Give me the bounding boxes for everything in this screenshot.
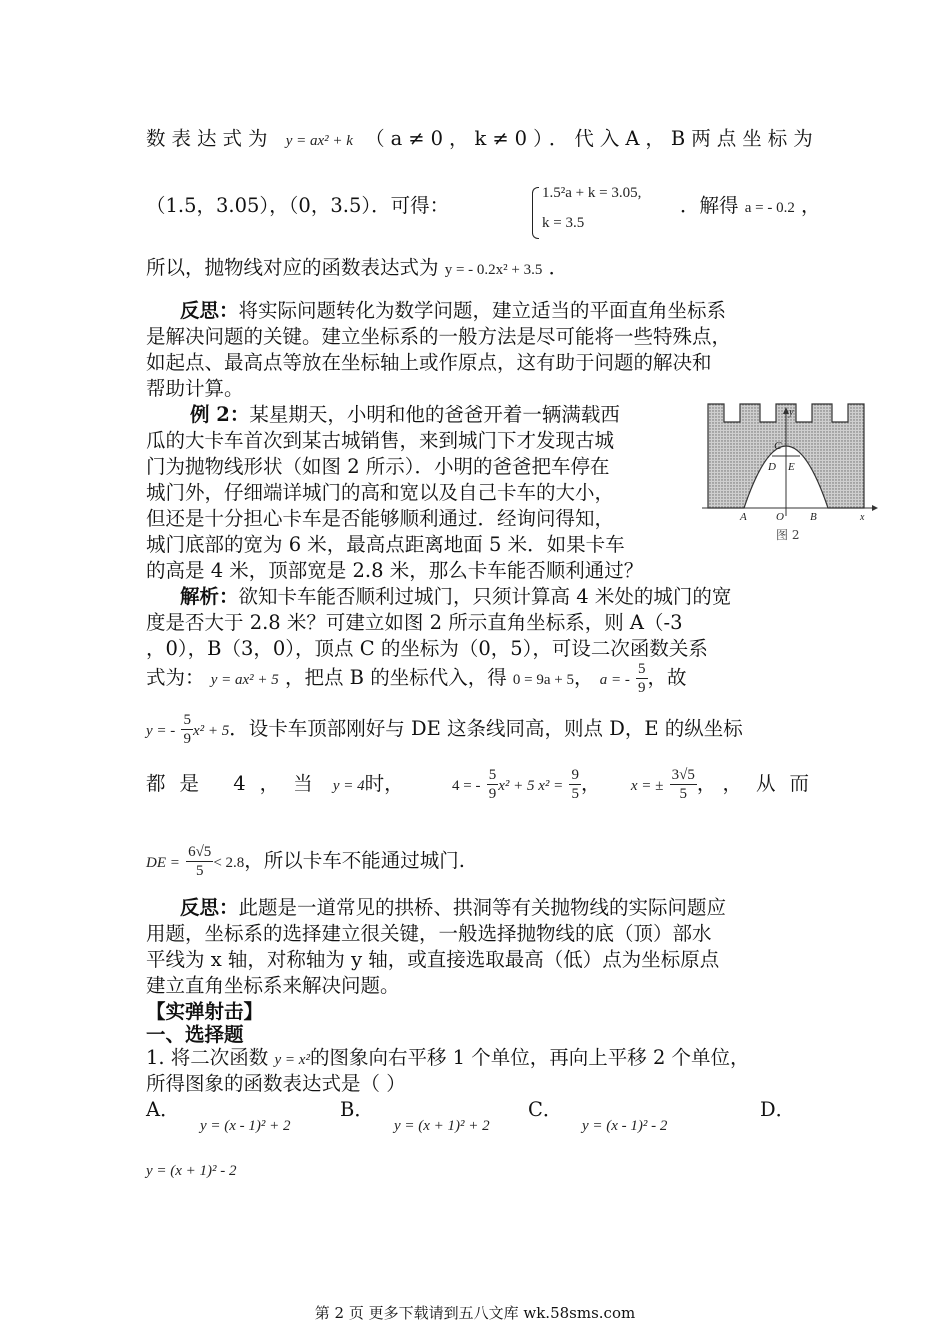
- option-letter: B．: [340, 1098, 374, 1121]
- text-line: [180, 298, 726, 324]
- numerator: 3√5: [671, 767, 695, 783]
- label: 例 2：: [190, 403, 250, 426]
- text-line: 度是否大于 2.8 米？可建立如图 2 所示直角坐标系，则 A（-3: [146, 611, 683, 634]
- section-heading: 【实弹射击】: [146, 1000, 264, 1023]
- option-a[interactable]: [146, 1097, 180, 1123]
- equation: 1.5²a + k = 3.05,: [542, 185, 642, 201]
- label-d: D: [768, 461, 776, 473]
- formula: a = -: [599, 672, 630, 688]
- text: ，: [574, 666, 594, 689]
- option-letter: A．: [146, 1098, 180, 1121]
- option-d[interactable]: [760, 1097, 795, 1123]
- text: 都是 4，当: [146, 772, 327, 795]
- text-line: [680, 193, 821, 221]
- text: ，所以卡车不能通过城门.: [244, 849, 465, 872]
- fraction: [636, 660, 648, 697]
- equation: k = 3.5: [542, 215, 585, 231]
- text: （1.5，3.05），（0，3.5）．可得：: [146, 194, 450, 217]
- text-line: 但还是十分担心卡车是否能够顺利通过．经询问得知，: [146, 507, 615, 530]
- denominator: 9: [183, 731, 191, 747]
- section-heading: 一、选择题: [146, 1023, 244, 1046]
- text: ，: [580, 772, 601, 795]
- text: 某星期天，小明和他的爸爸开着一辆满载西: [249, 403, 620, 426]
- formula: y = 4: [332, 778, 365, 794]
- denominator: 5: [195, 863, 204, 879]
- option-c-formula: y = (x - 1)² - 2: [582, 1118, 668, 1134]
- text: 欲知卡车能否顺利过城门，只须计算高 4 米处的城门的宽: [238, 585, 732, 608]
- formula: a = - 0.2: [744, 200, 795, 216]
- fraction: [186, 843, 213, 880]
- fraction: [569, 766, 581, 803]
- fraction: [181, 711, 193, 748]
- numerator: 9: [571, 767, 579, 783]
- text: （a≠0，k≠0）．代入A，B两点坐标为: [365, 127, 819, 150]
- formula: x = ±: [630, 778, 664, 794]
- denominator: 5: [571, 786, 579, 802]
- text: ，把点 B 的坐标代入，得: [284, 666, 507, 689]
- text: 1. 将二次函数: [146, 1046, 269, 1069]
- label-a: A: [740, 511, 747, 523]
- option-letter: D．: [760, 1098, 796, 1121]
- text-line: [146, 711, 743, 748]
- text: ，故: [647, 666, 687, 689]
- numerator: 5: [183, 712, 191, 728]
- label-x: x: [860, 512, 865, 523]
- text-line: [146, 193, 449, 219]
- formula: DE =: [146, 855, 180, 871]
- text-line: [146, 766, 823, 803]
- formula: < 2.8: [213, 855, 245, 871]
- text: 时，: [364, 772, 404, 795]
- text: 的图象向右平移 1 个单位，再向上平移 2 个单位，: [309, 1046, 750, 1069]
- text: ．设卡车顶部刚好与 DE 这条线同高，则点 D，E 的纵坐标: [229, 717, 743, 740]
- text: 所以，抛物线对应的函数表达式为: [146, 256, 439, 279]
- text: ．解得: [680, 194, 739, 217]
- option-c[interactable]: [528, 1097, 562, 1123]
- label: 解析：: [180, 585, 239, 608]
- text-line: 如起点、最高点等放在坐标轴上或作原点，这有助于问题的解决和: [146, 351, 712, 374]
- text: ，从而: [722, 772, 824, 795]
- text-line: [146, 1045, 750, 1073]
- city-gate-figure: [700, 398, 880, 543]
- numerator: 5: [488, 767, 497, 783]
- text-line: 所得图象的函数表达式是（ ）: [146, 1072, 406, 1095]
- formula: y = ax² + k: [285, 133, 353, 149]
- text-line: [190, 402, 620, 428]
- fraction: [487, 766, 499, 803]
- text-line: 的高是 4 米，顶部宽是 2.8 米，那么卡车能否顺利通过？: [146, 559, 644, 582]
- text: ，: [801, 194, 821, 217]
- text-line: [180, 895, 726, 921]
- brace: [532, 187, 539, 239]
- label-o: O: [776, 511, 784, 523]
- text-line: 帮助计算。: [146, 377, 244, 400]
- label-y: y: [789, 407, 794, 418]
- label-e: E: [788, 461, 795, 473]
- text-line: [146, 255, 568, 283]
- text-line: [146, 126, 819, 154]
- label: 反思：: [180, 299, 239, 322]
- text-line: 是解决问题的关键。建立坐标系的一般方法是尽可能将一些特殊点，: [146, 325, 732, 348]
- page-footer: 第 2 页 更多下载请到五八文库 wk.58sms.com: [314, 1304, 636, 1322]
- formula: x² + 5: [192, 723, 230, 739]
- option-a-formula: y = (x - 1)² + 2: [200, 1118, 291, 1134]
- formula: 0 = 9a + 5: [512, 672, 574, 688]
- option-d-formula: y = (x + 1)² - 2: [146, 1163, 237, 1179]
- formula: y = -: [146, 723, 176, 739]
- text-line: 用题，坐标系的选择建立很关键，一般选择抛物线的底（顶）部水: [146, 922, 712, 945]
- option-b-formula: y = (x + 1)² + 2: [394, 1118, 490, 1134]
- label-b: B: [810, 511, 817, 523]
- option-b[interactable]: [340, 1097, 374, 1123]
- figure-caption: 图 2: [776, 528, 800, 542]
- text-line: 建立直角坐标系来解决问题。: [146, 974, 400, 997]
- formula: y = - 0.2x² + 3.5: [444, 262, 543, 278]
- equation-system: [532, 185, 672, 241]
- text-line: 门为抛物线形状（如图 2 所示）．小明的爸爸把车停在: [146, 455, 610, 478]
- denominator: 5: [679, 786, 687, 802]
- label: 反思：: [180, 896, 239, 919]
- formula: y = x²: [274, 1052, 310, 1068]
- fraction: [670, 766, 697, 803]
- text-line: 城门外，仔细端详城门的高和宽以及自己卡车的大小，: [146, 481, 615, 504]
- formula: x² + 5 x² =: [498, 778, 564, 794]
- formula: 4 = -: [452, 778, 481, 794]
- text: 式为：: [146, 666, 205, 689]
- text-line: 瓜的大卡车首次到某古城销售，来到城门下才发现古城: [146, 429, 615, 452]
- text: ，: [696, 772, 717, 795]
- numerator: 6√5: [188, 844, 212, 860]
- label-c: C: [774, 440, 782, 452]
- text-line: 平线为 x 轴，对称轴为 y 轴，或直接选取最高（低）点为坐标原点: [146, 948, 720, 971]
- text-line: ，0），B（3，0），顶点 C 的坐标为（0，5），可设二次函数关系: [146, 637, 708, 660]
- text-line: 城门底部的宽为 6 米，最高点距离地面 5 米．如果卡车: [146, 533, 625, 556]
- text: 将实际问题转化为数学问题，建立适当的平面直角坐标系: [238, 299, 727, 322]
- denominator: 9: [638, 680, 646, 696]
- text-line: [146, 843, 465, 880]
- x-axis-arrow: [872, 505, 878, 511]
- text: 此题是一道常见的拱桥、拱洞等有关抛物线的实际问题应: [238, 896, 727, 919]
- formula: y = ax² + 5: [210, 672, 279, 688]
- denominator: 9: [488, 786, 497, 802]
- option-letter: C．: [528, 1098, 563, 1121]
- text-line: [146, 660, 687, 697]
- text: ．: [548, 256, 569, 279]
- numerator: 5: [638, 661, 646, 677]
- text: 数表达式为: [146, 127, 274, 150]
- text-line: [180, 584, 731, 610]
